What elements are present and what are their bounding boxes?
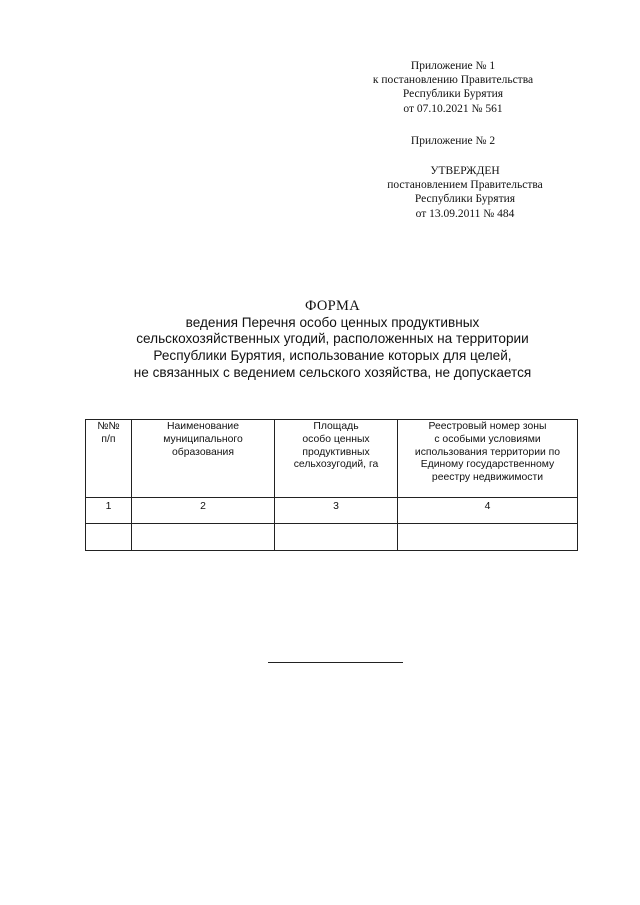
table-cell[interactable] <box>275 524 398 551</box>
form-title-line: ведения Перечня особо ценных продуктивных <box>185 314 480 330</box>
header-cell-registry-number: Реестровый номер зоны с особыми условиями использования территории по Единому государственному реестру недвижимости <box>398 420 578 498</box>
table-header-row <box>86 420 578 498</box>
appendix-1-line: Республики Бурятия <box>402 88 504 101</box>
table-cell[interactable] <box>86 524 132 551</box>
column-number-cell: 3 <box>275 498 398 524</box>
appendix-1-line: от 07.10.2021 № 561 <box>403 102 503 115</box>
form-heading: ФОРМА <box>304 298 361 314</box>
table-cell[interactable] <box>132 524 275 551</box>
form-title-line: Республики Бурятия, использование которых для целей, <box>153 348 512 364</box>
table-cell[interactable] <box>398 524 578 551</box>
approved-block <box>360 164 570 221</box>
approved-line: постановлением Правительства <box>387 179 543 192</box>
column-number-cell: 1 <box>86 498 132 524</box>
form-title <box>100 298 565 382</box>
form-title-line: не связанных с ведением сельского хозяйства, не допускается <box>133 364 532 380</box>
header-cell-number: №№ п/п <box>86 420 132 498</box>
column-number-cell: 2 <box>132 498 275 524</box>
form-title-line: сельскохозяйственных угодий, расположенных на территории <box>136 331 529 347</box>
appendix-1-line: к постановлению Правительства <box>372 74 534 87</box>
column-number-cell: 4 <box>398 498 578 524</box>
header-cell-municipality: Наименование муниципального образования <box>132 420 275 498</box>
table-row <box>86 524 578 551</box>
column-number-row <box>86 498 578 524</box>
approved-line: от 13.09.2011 № 484 <box>415 207 515 220</box>
header-cell-area: Площадь особо ценных продуктивных сельхозугодий, га <box>275 420 398 498</box>
appendix-2-block <box>348 134 558 148</box>
appendix-1-block <box>348 59 558 116</box>
register-table <box>85 419 578 551</box>
appendix-2-label: Приложение № 2 <box>410 135 496 147</box>
appendix-1-line: Приложение № 1 <box>410 60 496 72</box>
end-divider <box>268 662 403 663</box>
approved-line: Республики Бурятия <box>414 193 516 206</box>
approved-line: УТВЕРЖДЕН <box>430 165 500 177</box>
